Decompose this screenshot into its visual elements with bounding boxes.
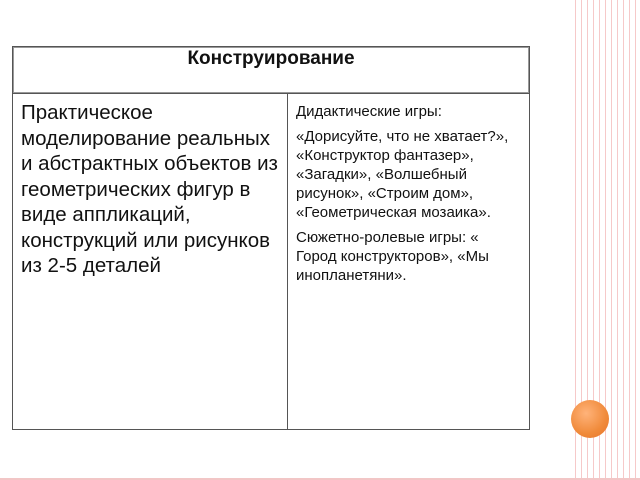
role-games-text: Сюжетно-ролевые игры: « Город конструкторов», «Мы инопланетяни». [296, 229, 489, 284]
table-row [13, 94, 530, 430]
table-header-row [13, 47, 530, 94]
decorative-orange-circle [571, 400, 609, 438]
left-cell-text: Практическое моделирование реальных и абстрактных объектов из геометрических фигур в виде аппликаций, конструкций или рисунков из 2-5 деталей [13, 94, 288, 430]
didactic-games-list: «Дорисуйте, что не хватает?», «Конструктор фантазер», «Загадки», «Волшебный рисунок», «Строим дом», «Геометрическая мозаика». [296, 128, 509, 221]
table-header: Конструирование [13, 47, 530, 94]
didactic-games-label: Дидактические игры: [296, 103, 442, 120]
right-cell [288, 94, 530, 430]
content-table [12, 46, 530, 430]
